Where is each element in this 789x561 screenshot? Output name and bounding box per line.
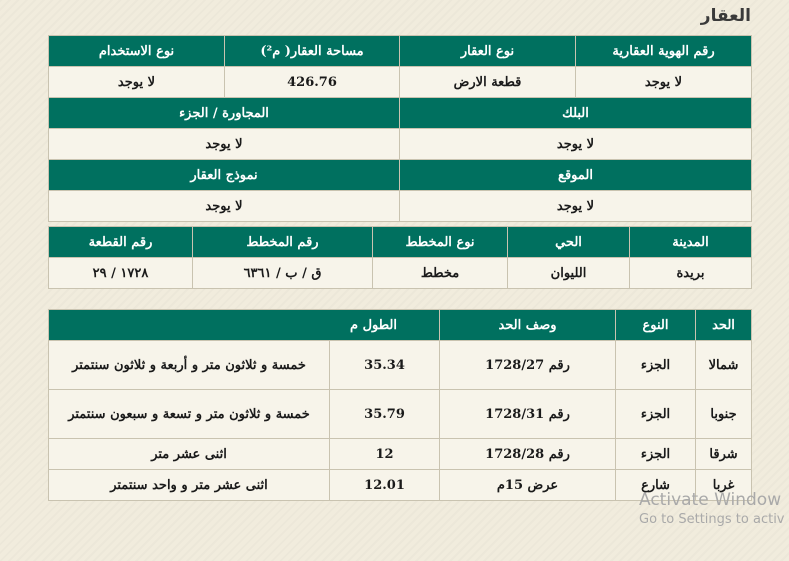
value-plan-type: مخطط bbox=[373, 258, 508, 289]
header-plan-number: رقم المخطط bbox=[193, 227, 373, 258]
header-property-model: نموذج العقار bbox=[49, 160, 400, 191]
boundary-side: شمالا bbox=[696, 341, 752, 390]
boundary-length-number: 12 bbox=[330, 439, 440, 470]
page-title: العقار bbox=[700, 6, 751, 26]
boundaries-header-row bbox=[49, 310, 752, 341]
header-property-id: رقم الهوية العقارية bbox=[576, 36, 752, 67]
plan-info-table bbox=[48, 226, 752, 289]
value-district: الليوان bbox=[508, 258, 630, 289]
block-header-row bbox=[49, 98, 752, 129]
plan-value-row bbox=[49, 258, 752, 289]
value-block: لا يوجد bbox=[400, 129, 752, 160]
header-neighborhood: المجاورة / الجزء bbox=[49, 98, 400, 129]
value-property-model: لا يوجد bbox=[49, 191, 400, 222]
header-plot-number: رقم القطعة bbox=[49, 227, 193, 258]
header-location: الموقع bbox=[400, 160, 752, 191]
value-property-area: 426.76 bbox=[225, 67, 400, 98]
property-header-row bbox=[49, 36, 752, 67]
header-city: المدينة bbox=[630, 227, 752, 258]
header-boundary-side: الحد bbox=[696, 310, 752, 341]
boundaries-table bbox=[48, 309, 752, 501]
location-value-row bbox=[49, 191, 752, 222]
header-property-type: نوع العقار bbox=[400, 36, 576, 67]
boundary-length-words: خمسة و ثلاثون متر و تسعة و سبعون سنتمتر bbox=[49, 390, 330, 439]
value-property-type: قطعة الارض bbox=[400, 67, 576, 98]
table-row bbox=[49, 439, 752, 470]
value-location: لا يوجد bbox=[400, 191, 752, 222]
activate-windows-watermark bbox=[639, 490, 785, 530]
boundary-type: الجزء bbox=[616, 390, 696, 439]
header-boundary-type: النوع bbox=[616, 310, 696, 341]
boundary-desc: رقم 1728/31 bbox=[440, 390, 616, 439]
boundary-desc: رقم 1728/28 bbox=[440, 439, 616, 470]
value-city: بريدة bbox=[630, 258, 752, 289]
table-row bbox=[49, 341, 752, 390]
boundary-length-words: اثنى عشر متر و واحد سنتمتر bbox=[49, 470, 330, 501]
header-plan-type: نوع المخطط bbox=[373, 227, 508, 258]
watermark-line-2: Go to Settings to activ bbox=[639, 512, 785, 527]
boundary-length-number: 12.01 bbox=[330, 470, 440, 501]
header-usage-type: نوع الاستخدام bbox=[49, 36, 225, 67]
header-block: البلك bbox=[400, 98, 752, 129]
boundary-type: الجزء bbox=[616, 341, 696, 390]
boundary-side: جنوبا bbox=[696, 390, 752, 439]
value-neighborhood: لا يوجد bbox=[49, 129, 400, 160]
value-plot-number: ١٧٢٨ / ٢٩ bbox=[49, 258, 193, 289]
boundary-length-words: خمسة و ثلاثون متر و أربعة و ثلاثون سنتمتر bbox=[49, 341, 330, 390]
header-district: الحي bbox=[508, 227, 630, 258]
value-property-id: لا يوجد bbox=[576, 67, 752, 98]
boundary-length-words: اثنى عشر متر bbox=[49, 439, 330, 470]
property-info-table bbox=[48, 35, 752, 222]
watermark-line-1: Activate Window bbox=[639, 490, 782, 510]
value-plan-number: ق / ب / ٦٣٦١ bbox=[193, 258, 373, 289]
header-property-area: مساحة العقار( م²) bbox=[225, 36, 400, 67]
boundary-desc: عرض 15م bbox=[440, 470, 616, 501]
boundary-side: شرقا bbox=[696, 439, 752, 470]
boundary-type: شارع bbox=[616, 470, 696, 501]
boundary-desc: رقم 1728/27 bbox=[440, 341, 616, 390]
block-value-row bbox=[49, 129, 752, 160]
property-value-row bbox=[49, 67, 752, 98]
boundary-side: غربا bbox=[696, 470, 752, 501]
boundary-type: الجزء bbox=[616, 439, 696, 470]
header-boundary-desc: وصف الحد bbox=[440, 310, 616, 341]
header-boundary-length: الطول م bbox=[49, 310, 440, 341]
plan-header-row bbox=[49, 227, 752, 258]
location-header-row bbox=[49, 160, 752, 191]
boundary-length-number: 35.34 bbox=[330, 341, 440, 390]
value-usage-type: لا يوجد bbox=[49, 67, 225, 98]
boundary-length-number: 35.79 bbox=[330, 390, 440, 439]
table-row bbox=[49, 390, 752, 439]
